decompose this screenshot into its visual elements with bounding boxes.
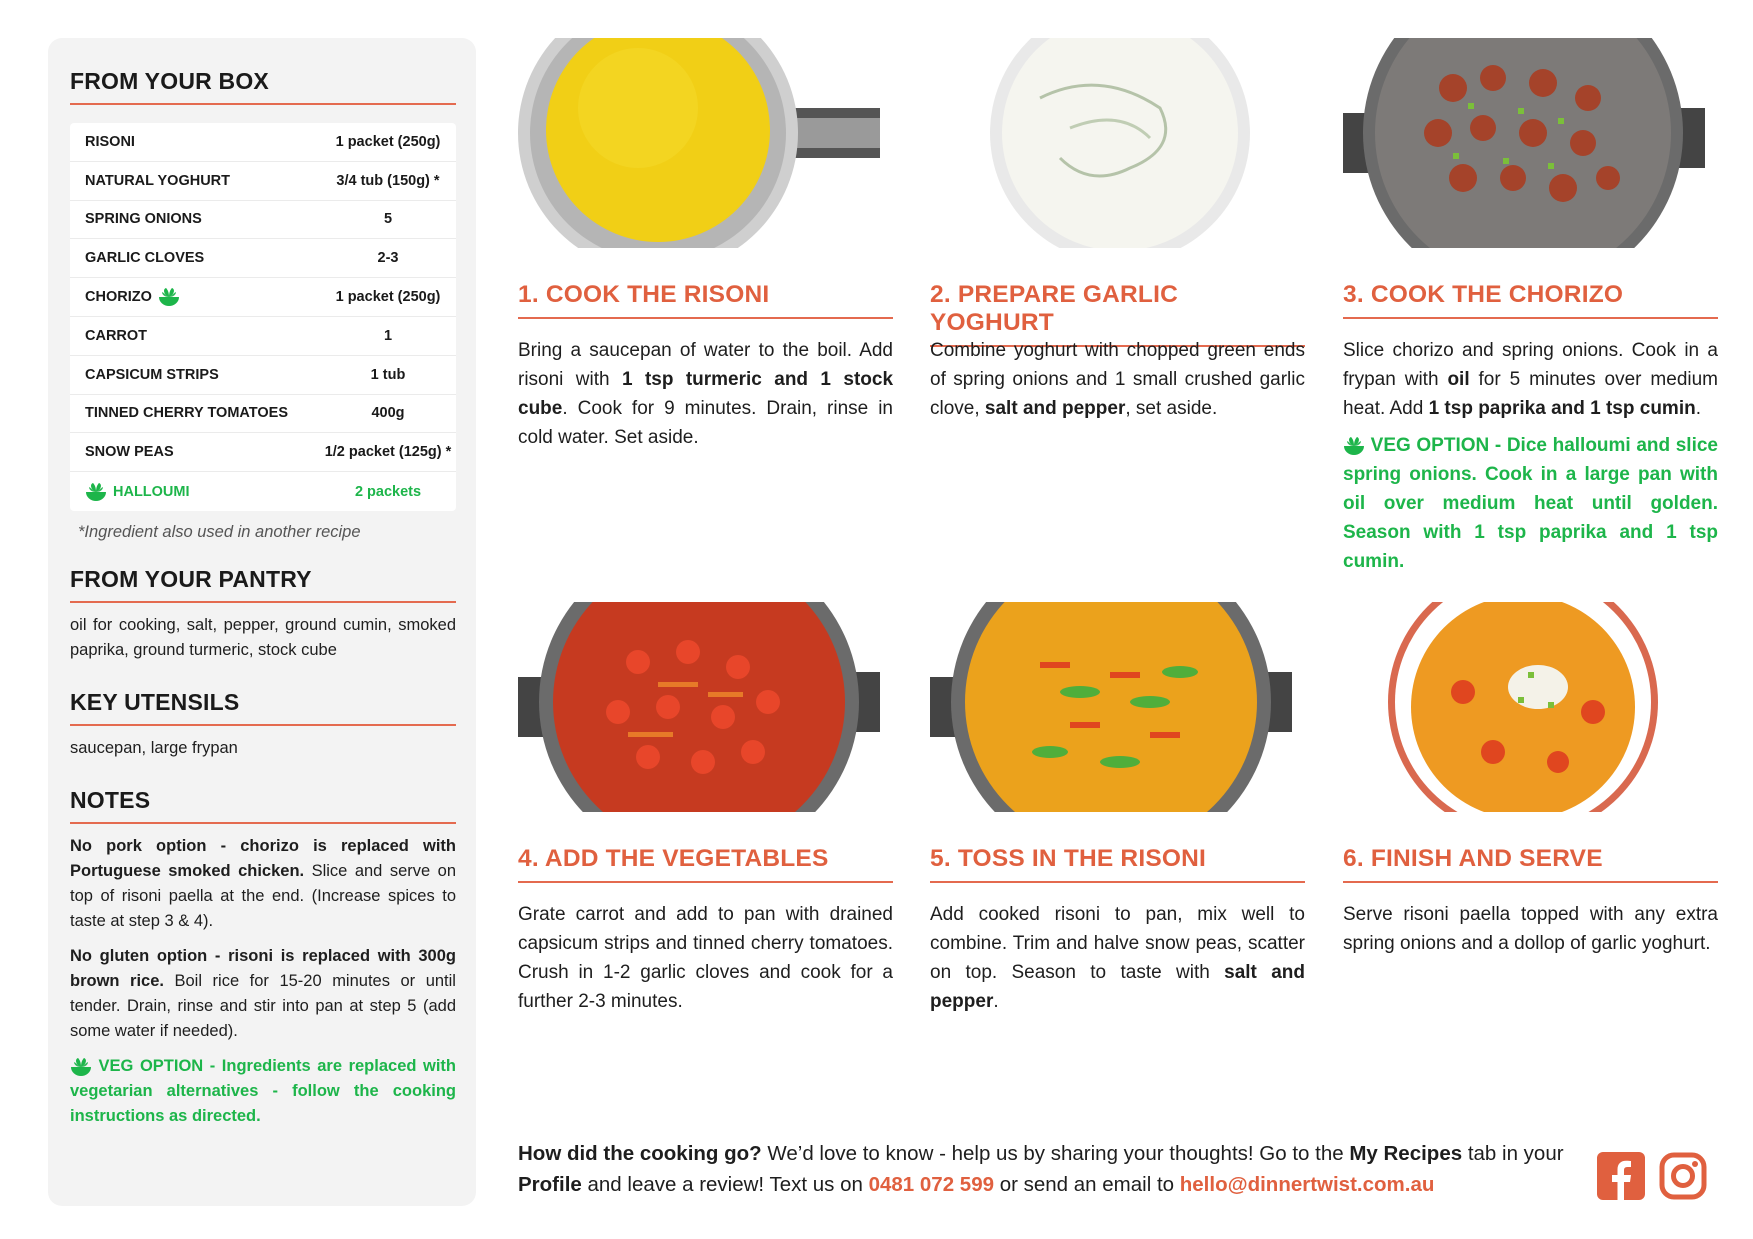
bold-instruction: 1 tsp turmeric and 1 stock cube: [518, 369, 894, 419]
phone-number-link[interactable]: 0481 072 599: [868, 1173, 994, 1196]
bold-instruction: 1 tsp paprika and 1 tsp cumin: [1428, 398, 1696, 419]
ingredient-name-label: CHORIZO: [85, 289, 152, 306]
instruction-text: , set aside.: [1125, 398, 1218, 419]
pantry-text: oil for cooking, salt, pepper, ground cumin, smoked paprika, ground turmeric, stock cube: [70, 615, 456, 659]
profile-link[interactable]: Profile: [518, 1173, 582, 1196]
ingredient-row: [70, 472, 456, 511]
step-5-photo: [930, 602, 1292, 812]
no-pork-note-text: Slice and serve on top of risoni paella at the end. (Increase spices to taste at step 3 & 4).: [70, 861, 456, 930]
ingredient-name-label: SPRING ONIONS: [85, 211, 202, 228]
ingredient-quantity: 3/4 tub (150g) *: [336, 172, 440, 189]
veg-leaf-icon: [158, 287, 180, 307]
step-veg-option: [1343, 431, 1718, 576]
feedback-question: How did the cooking go?: [518, 1142, 762, 1165]
bold-instruction: salt and pepper: [984, 398, 1126, 419]
step-6-photo: [1343, 602, 1705, 812]
step-1-photo: [518, 38, 880, 248]
instagram-icon[interactable]: [1659, 1152, 1707, 1200]
ingredient-name: [70, 367, 320, 383]
footer-text-4: or send an email to: [994, 1173, 1180, 1196]
no-pork-note-bold: No pork option - chorizo is replaced with Portuguese smoked chicken.: [70, 836, 456, 880]
ingredient-quantity: 2-3: [377, 250, 399, 267]
no-pork-note: [70, 834, 456, 934]
ingredient-name: [70, 328, 320, 344]
ingredient-quantity: 1 tub: [370, 366, 406, 383]
step-2-instructions: [930, 336, 1305, 423]
veg-leaf-icon: [1343, 436, 1365, 456]
ingredient-quantity: 1: [383, 327, 393, 344]
email-link[interactable]: hello@dinnertwist.com.au: [1179, 1173, 1435, 1196]
bold-instruction: salt and pepper: [930, 962, 1305, 1012]
step-1-title: 1. COOK THE RISONI: [518, 281, 893, 319]
step-4-title: 4. ADD THE VEGETABLES: [518, 845, 893, 883]
instruction-text: Combine yoghurt with chopped green ends of spring onions and 1 small crushed garlic clove,: [930, 340, 1305, 419]
instruction-text: Slice chorizo and spring onions. Cook in a frypan with: [1343, 340, 1718, 390]
step-1-instructions: [518, 336, 893, 452]
instruction-text: .: [1695, 398, 1701, 419]
footer-text-1: We’d love to know - help us by sharing your thoughts! Go to the: [761, 1142, 1350, 1165]
ingredient-row: [70, 162, 456, 201]
ingredient-name: [70, 482, 320, 502]
step-6-title: 6. FINISH AND SERVE: [1343, 845, 1718, 883]
ingredient-row: [70, 201, 456, 240]
ingredient-quantity: 1/2 packet (125g) *: [324, 444, 452, 461]
ingredient-row: [70, 278, 456, 317]
ingredient-name-label: CARROT: [85, 327, 148, 344]
ingredient-name: [70, 444, 320, 460]
ingredient-row: [70, 317, 456, 356]
bold-instruction: oil: [1447, 369, 1470, 390]
ingredient-name: [70, 250, 320, 266]
ingredient-name-label: NATURAL YOGHURT: [85, 172, 230, 189]
step-5-instructions: [930, 900, 1305, 1016]
footer-text-3: and leave a review! Text us on: [581, 1173, 869, 1196]
instruction-text: Add cooked risoni to pan, mix well to combine. Trim and halve snow peas, scatter on top. Season to taste with: [930, 904, 1305, 983]
ingredient-quantity: 1 packet (250g): [335, 133, 441, 150]
ingredient-name: [70, 211, 320, 227]
key-utensils-heading: KEY UTENSILS: [70, 689, 456, 726]
from-your-pantry-heading: FROM YOUR PANTRY: [70, 566, 456, 603]
from-your-box-heading: FROM YOUR BOX: [70, 68, 456, 105]
instruction-text: Grate carrot and add to pan with drained capsicum strips and tinned cherry tomatoes. Crush in 1-2 garlic cloves and cook for a further 2-3 minutes.: [518, 904, 893, 1012]
veg-leaf-icon: [85, 482, 107, 502]
no-gluten-note-bold: No gluten option - risoni is replaced with 300g brown rice.: [70, 946, 456, 990]
ingredient-name: [70, 173, 320, 189]
ingredient-name-label: HALLOUMI: [113, 483, 190, 500]
step-4-photo: [518, 602, 880, 812]
ingredient-quantity: 5: [383, 211, 393, 228]
notes-heading: NOTES: [70, 787, 456, 824]
ingredient-row: [70, 395, 456, 434]
veg-leaf-icon: [70, 1057, 92, 1077]
ingredient-name-label: SNOW PEAS: [85, 444, 174, 461]
utensils-text: saucepan, large frypan: [70, 738, 238, 757]
ingredient-name: [70, 134, 320, 150]
ingredient-row: [70, 239, 456, 278]
ingredients-sidebar: [48, 38, 476, 1206]
ingredient-name: [70, 287, 320, 307]
step-4-instructions: [518, 900, 893, 1016]
instruction-text: Serve risoni paella topped with any extra spring onions and a dollop of garlic yoghurt.: [1343, 904, 1718, 954]
veg-option-note-text: VEG OPTION - Ingredients are replaced with vegetarian alternatives - follow the cooking instructions as directed.: [70, 1056, 456, 1125]
ingredient-quantity: 1 packet (250g): [335, 289, 441, 306]
instruction-text: Bring a saucepan of water to the boil. Add risoni with: [518, 340, 893, 390]
instruction-text: for 5 minutes over medium heat. Add: [1343, 369, 1719, 419]
instruction-text: . Cook for 9 minutes. Drain, rinse in cold water. Set aside.: [518, 398, 893, 448]
ingredient-row: [70, 356, 456, 395]
step-5-title: 5. TOSS IN THE RISONI: [930, 845, 1305, 883]
ingredient-row: [70, 433, 456, 472]
ingredient-quantity: 2 packets: [354, 483, 422, 500]
ingredient-name-label: GARLIC CLOVES: [85, 250, 205, 267]
ingredient-name-label: CAPSICUM STRIPS: [85, 366, 219, 383]
ingredients-table: [70, 123, 456, 511]
step-6-instructions: [1343, 900, 1718, 958]
ingredient-footnote: *Ingredient also used in another recipe: [78, 522, 361, 541]
ingredient-name: [70, 405, 320, 421]
no-gluten-note-text: Boil rice for 15-20 minutes or until tender. Drain, rinse and stir into pan at step 5 (add some water if needed).: [70, 971, 456, 1040]
feedback-footer: [518, 1138, 1568, 1200]
footer-text-2: tab in your: [1462, 1142, 1564, 1165]
facebook-icon[interactable]: [1597, 1152, 1645, 1200]
ingredient-name-label: RISONI: [85, 133, 135, 150]
instruction-text: .: [993, 991, 999, 1012]
ingredient-row: [70, 123, 456, 162]
step-veg-option-text: VEG OPTION - Dice halloumi and slice spring onions. Cook in a large pan with oil over medium heat until golden. Season with 1 tsp paprika and 1 tsp cumin.: [1343, 435, 1719, 572]
step-2-title: 2. PREPARE GARLIC YOGHURT: [930, 281, 1305, 347]
ingredient-name-label: TINNED CHERRY TOMATOES: [85, 405, 289, 422]
step-2-photo: [930, 38, 1292, 248]
no-gluten-note: [70, 944, 456, 1044]
step-3-photo: [1343, 38, 1705, 248]
step-3-title: 3. COOK THE CHORIZO: [1343, 281, 1718, 319]
step-3-instructions: [1343, 336, 1718, 576]
veg-option-note: [70, 1054, 456, 1129]
ingredient-quantity: 400g: [371, 405, 405, 422]
my-recipes-link[interactable]: My Recipes: [1349, 1142, 1463, 1165]
